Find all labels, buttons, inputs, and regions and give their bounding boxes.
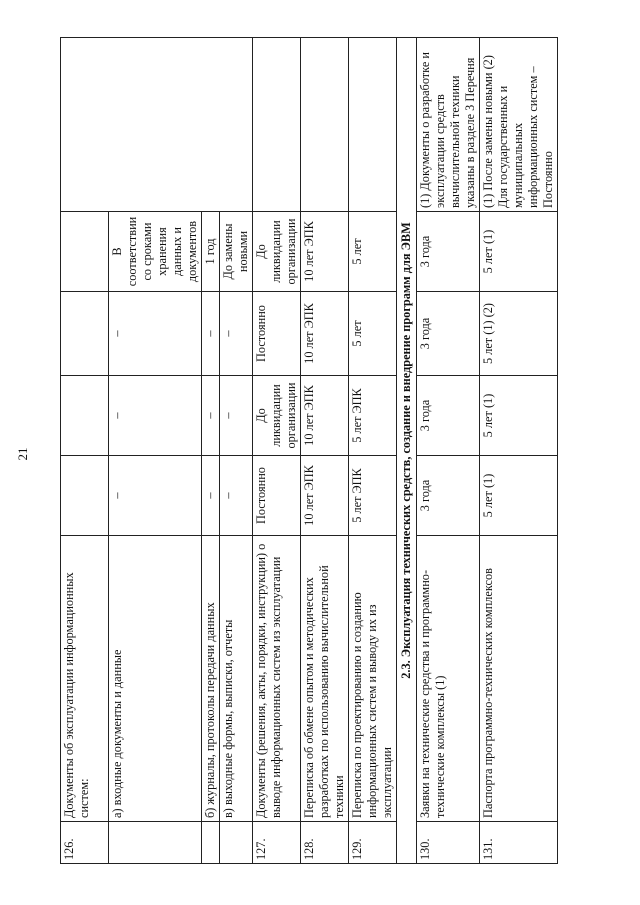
document-name: а) входные документы и данные xyxy=(109,536,202,822)
retention-cell: – xyxy=(220,456,253,536)
table-row xyxy=(480,38,558,864)
retention-cell: 5 лет ЭПК xyxy=(349,456,397,536)
retention-table xyxy=(60,37,558,864)
note-cell xyxy=(61,38,253,212)
retention-cell xyxy=(61,212,109,292)
retention-cell: – xyxy=(202,456,220,536)
retention-cell: 5 лет (1) xyxy=(480,456,558,536)
rotated-page-content xyxy=(60,38,620,864)
note-cell: (1) После замены новыми (2) Для государственных и муниципальных информационных систем – Постоянно xyxy=(480,38,558,212)
retention-cell: 5 лет xyxy=(349,292,397,376)
row-number: 129. xyxy=(349,822,397,864)
table-row xyxy=(253,38,301,864)
note-cell xyxy=(349,38,397,212)
retention-cell xyxy=(61,456,109,536)
document-name: Документы об эксплуатации информационных систем: xyxy=(61,536,109,822)
retention-cell: – xyxy=(202,292,220,376)
note-cell: (1) Документы о разработке и эксплуатации средств вычислительной техники указаны в разделе 3 Перечня xyxy=(417,38,480,212)
retention-cell: 5 лет xyxy=(349,212,397,292)
retention-cell: – xyxy=(109,376,202,456)
retention-cell: 10 лет ЭПК xyxy=(301,212,349,292)
row-number xyxy=(220,822,253,864)
retention-cell: – xyxy=(109,456,202,536)
document-name: б) журналы, протоколы передачи данных xyxy=(202,536,220,822)
retention-cell: 10 лет ЭПК xyxy=(301,292,349,376)
retention-cell: 3 года xyxy=(417,456,480,536)
retention-cell: В соответствии со сроками хранения данных и документов xyxy=(109,212,202,292)
retention-cell: 3 года xyxy=(417,212,480,292)
section-title: 2.3. Эксплуатация технических средств, создание и внедрение программ для ЭВМ xyxy=(397,38,417,864)
row-number xyxy=(109,822,202,864)
retention-cell: 5 лет (1) xyxy=(480,212,558,292)
retention-cell: До ликвидации организации xyxy=(253,212,301,292)
retention-cell: Постоянно xyxy=(253,456,301,536)
retention-cell: 1 год xyxy=(202,212,220,292)
retention-cell xyxy=(61,376,109,456)
note-cell xyxy=(301,38,349,212)
table-row xyxy=(61,38,109,864)
note-cell xyxy=(253,38,301,212)
retention-cell xyxy=(61,292,109,376)
retention-cell: 3 года xyxy=(417,292,480,376)
row-number: 131. xyxy=(480,822,558,864)
retention-cell: 5 лет (1) (2) xyxy=(480,292,558,376)
retention-cell: – xyxy=(202,376,220,456)
table-row xyxy=(349,38,397,864)
document-name: в) выходные формы, выписки, отчеты xyxy=(220,536,253,822)
row-number: 127. xyxy=(253,822,301,864)
section-row xyxy=(397,38,417,864)
document-name: Переписка по проектированию и созданию информационных систем и выводу их из эксплуатации xyxy=(349,536,397,822)
retention-cell: Постоянно xyxy=(253,292,301,376)
retention-cell: 3 года xyxy=(417,376,480,456)
table-row xyxy=(301,38,349,864)
document-name: Документы (решения, акты, порядки, инструкции) о выводе информационных систем из эксплуатации xyxy=(253,536,301,822)
table-row xyxy=(417,38,480,864)
row-number: 126. xyxy=(61,822,109,864)
retention-cell: 5 лет ЭПК xyxy=(349,376,397,456)
retention-cell: 5 лет (1) xyxy=(480,376,558,456)
page-number: 21 xyxy=(15,447,30,461)
retention-cell: 10 лет ЭПК xyxy=(301,376,349,456)
document-name: Паспорта программно-технических комплексов xyxy=(480,536,558,822)
document-name: Переписка об обмене опытом и методических разработках по использованию вычислительной техники xyxy=(301,536,349,822)
retention-cell: До ликвидации организации xyxy=(253,376,301,456)
row-number: 128. xyxy=(301,822,349,864)
row-number xyxy=(202,822,220,864)
retention-cell: – xyxy=(109,292,202,376)
retention-cell: 10 лет ЭПК xyxy=(301,456,349,536)
retention-cell: – xyxy=(220,376,253,456)
retention-cell: – xyxy=(220,292,253,376)
retention-cell: До замены новыми xyxy=(220,212,253,292)
row-number: 130. xyxy=(417,822,480,864)
document-name: Заявки на технические средства и программно-технические комплексы (1) xyxy=(417,536,480,822)
